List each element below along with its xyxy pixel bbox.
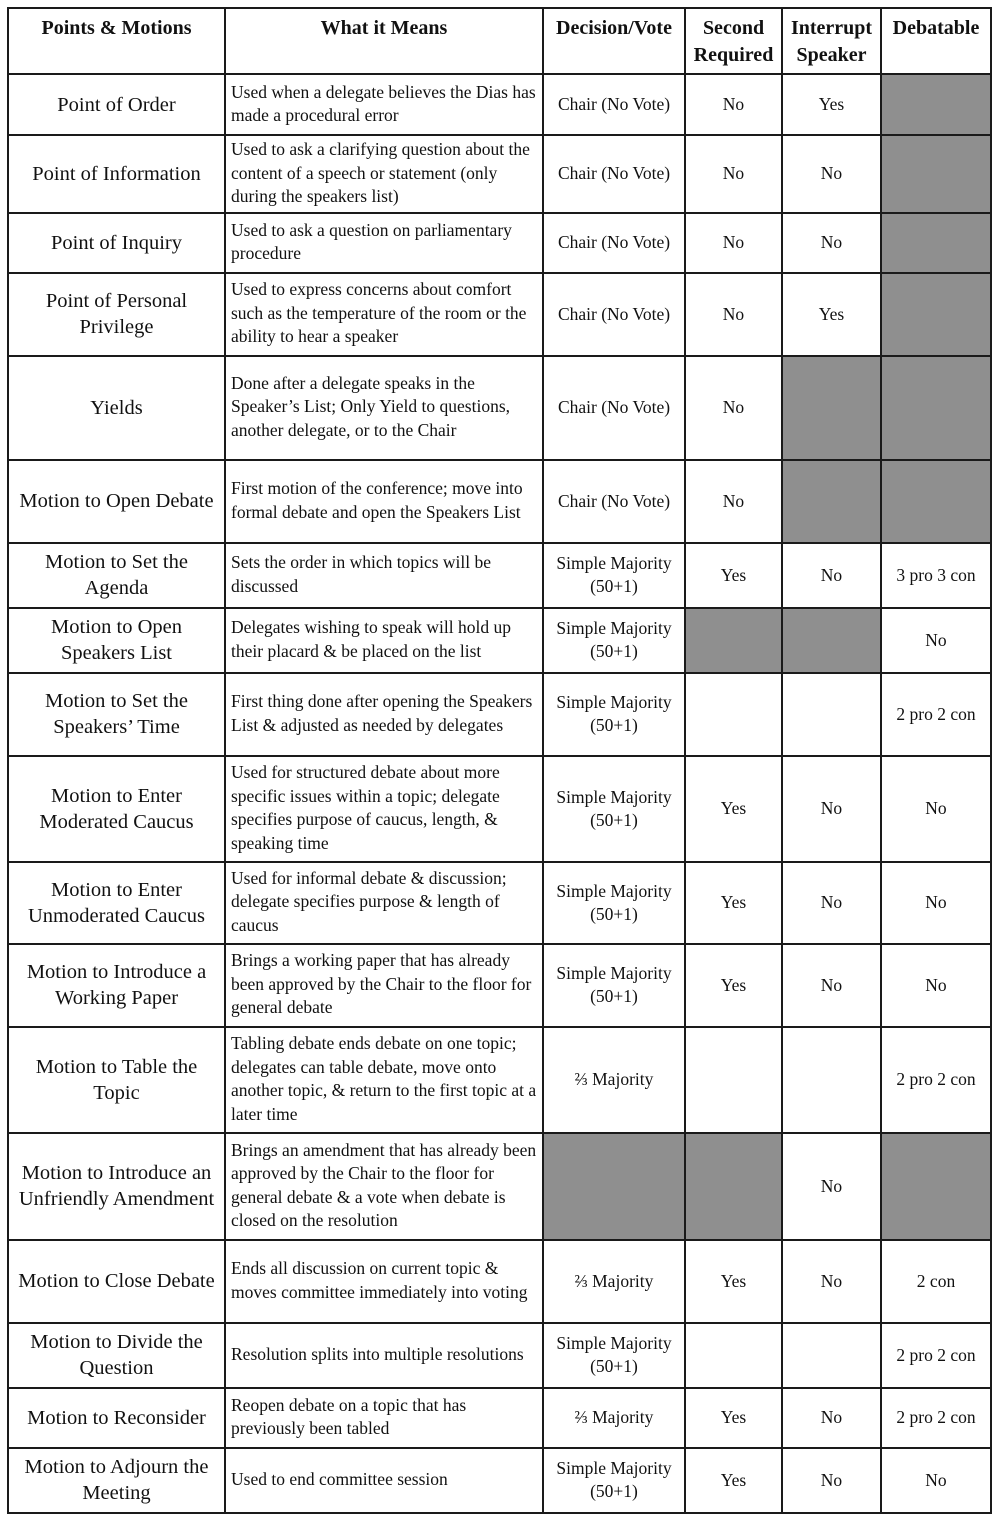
table-row <box>8 862 991 944</box>
motion-meaning: Brings a working paper that has already been approved by the Chair to the floor for general debate <box>225 944 543 1027</box>
motion-meaning: Delegates wishing to speak will hold up their placard & be placed on the list <box>225 608 543 673</box>
table-row <box>8 273 991 356</box>
motion-name: Motion to Table the Topic <box>8 1027 225 1133</box>
interrupt-speaker-cell <box>782 673 881 756</box>
motion-name: Motion to Introduce a Working Paper <box>8 944 225 1027</box>
motion-name: Yields <box>8 356 225 460</box>
decision-vote-cell: Simple Majority (50+1) <box>543 1448 685 1513</box>
table-row <box>8 74 991 135</box>
interrupt-speaker-cell: No <box>782 213 881 273</box>
second-required-cell: Yes <box>685 756 782 862</box>
motion-name: Point of Information <box>8 135 225 213</box>
second-required-cell <box>685 1027 782 1133</box>
decision-vote-cell: Chair (No Vote) <box>543 213 685 273</box>
shaded-cell <box>881 273 991 356</box>
motion-meaning: Used for structured debate about more specific issues within a topic; delegate specifies purpose of caucus, length, & speaking time <box>225 756 543 862</box>
motion-meaning: First motion of the conference; move into formal debate and open the Speakers List <box>225 460 543 543</box>
header-second-required: Second Required <box>685 8 782 74</box>
second-required-cell: No <box>685 273 782 356</box>
table-row <box>8 1133 991 1240</box>
interrupt-speaker-cell <box>782 1323 881 1388</box>
motion-meaning: Tabling debate ends debate on one topic; delegates can table debate, move onto another topic, & return to the first topic at a later time <box>225 1027 543 1133</box>
second-required-cell: Yes <box>685 862 782 944</box>
second-required-cell <box>685 1323 782 1388</box>
decision-vote-cell: Simple Majority (50+1) <box>543 862 685 944</box>
debatable-cell: 2 pro 2 con <box>881 1323 991 1388</box>
shaded-cell <box>543 1133 685 1240</box>
interrupt-speaker-cell: No <box>782 135 881 213</box>
motion-name: Motion to Set the Speakers’ Time <box>8 673 225 756</box>
interrupt-speaker-cell: Yes <box>782 273 881 356</box>
header-interrupt-speaker: Interrupt Speaker <box>782 8 881 74</box>
motion-name: Motion to Enter Unmoderated Caucus <box>8 862 225 944</box>
motion-meaning: Used to express concerns about comfort such as the temperature of the room or the ability to hear a speaker <box>225 273 543 356</box>
decision-vote-cell: Chair (No Vote) <box>543 460 685 543</box>
debatable-cell: No <box>881 608 991 673</box>
motion-name: Motion to Open Debate <box>8 460 225 543</box>
second-required-cell: Yes <box>685 1240 782 1323</box>
shaded-cell <box>782 608 881 673</box>
motion-meaning: Sets the order in which topics will be discussed <box>225 543 543 608</box>
second-required-cell: No <box>685 213 782 273</box>
table-row <box>8 1240 991 1323</box>
motion-name: Motion to Enter Moderated Caucus <box>8 756 225 862</box>
header-debatable: Debatable <box>881 8 991 74</box>
motion-meaning: Reopen debate on a topic that has previously been tabled <box>225 1388 543 1448</box>
decision-vote-cell: Simple Majority (50+1) <box>543 673 685 756</box>
table-row <box>8 944 991 1027</box>
debatable-cell: 3 pro 3 con <box>881 543 991 608</box>
header-row <box>8 8 991 74</box>
interrupt-speaker-cell: Yes <box>782 74 881 135</box>
debatable-cell: No <box>881 1448 991 1513</box>
shaded-cell <box>782 460 881 543</box>
table-body <box>8 74 991 1513</box>
second-required-cell <box>685 673 782 756</box>
table-row <box>8 460 991 543</box>
motion-name: Motion to Reconsider <box>8 1388 225 1448</box>
decision-vote-cell: Chair (No Vote) <box>543 356 685 460</box>
decision-vote-cell: ⅔ Majority <box>543 1240 685 1323</box>
table-row <box>8 673 991 756</box>
second-required-cell: No <box>685 135 782 213</box>
motion-name: Motion to Open Speakers List <box>8 608 225 673</box>
interrupt-speaker-cell: No <box>782 1133 881 1240</box>
shaded-cell <box>782 356 881 460</box>
motion-meaning: Brings an amendment that has already been approved by the Chair to the floor for general debate & a vote when debate is closed on the resolution <box>225 1133 543 1240</box>
decision-vote-cell: Simple Majority (50+1) <box>543 608 685 673</box>
table-row <box>8 213 991 273</box>
decision-vote-cell: Chair (No Vote) <box>543 74 685 135</box>
motion-meaning: First thing done after opening the Speakers List & adjusted as needed by delegates <box>225 673 543 756</box>
motion-name: Motion to Close Debate <box>8 1240 225 1323</box>
debatable-cell: No <box>881 756 991 862</box>
interrupt-speaker-cell: No <box>782 1448 881 1513</box>
decision-vote-cell: Simple Majority (50+1) <box>543 543 685 608</box>
decision-vote-cell: Simple Majority (50+1) <box>543 1323 685 1388</box>
table-row <box>8 1027 991 1133</box>
table-row <box>8 756 991 862</box>
motions-table <box>7 7 992 1514</box>
shaded-cell <box>685 608 782 673</box>
shaded-cell <box>881 460 991 543</box>
shaded-cell <box>881 1133 991 1240</box>
table-row <box>8 1448 991 1513</box>
motion-meaning: Used to end committee session <box>225 1448 543 1513</box>
motion-meaning: Ends all discussion on current topic & moves committee immediately into voting <box>225 1240 543 1323</box>
motion-name: Point of Personal Privilege <box>8 273 225 356</box>
second-required-cell: Yes <box>685 944 782 1027</box>
decision-vote-cell: ⅔ Majority <box>543 1027 685 1133</box>
motion-name: Motion to Adjourn the Meeting <box>8 1448 225 1513</box>
table-row <box>8 135 991 213</box>
motion-meaning: Done after a delegate speaks in the Speaker’s List; Only Yield to questions, another delegate, or to the Chair <box>225 356 543 460</box>
table-row <box>8 543 991 608</box>
interrupt-speaker-cell: No <box>782 862 881 944</box>
motion-meaning: Resolution splits into multiple resolutions <box>225 1323 543 1388</box>
second-required-cell: Yes <box>685 1448 782 1513</box>
header-what-it-means: What it Means <box>225 8 543 74</box>
header-points-motions: Points & Motions <box>8 8 225 74</box>
debatable-cell: 2 con <box>881 1240 991 1323</box>
decision-vote-cell: Chair (No Vote) <box>543 135 685 213</box>
decision-vote-cell: Chair (No Vote) <box>543 273 685 356</box>
motion-name: Point of Inquiry <box>8 213 225 273</box>
table-row <box>8 1388 991 1448</box>
decision-vote-cell: ⅔ Majority <box>543 1388 685 1448</box>
motion-meaning: Used for informal debate & discussion; delegate specifies purpose & length of caucus <box>225 862 543 944</box>
interrupt-speaker-cell <box>782 1027 881 1133</box>
motion-meaning: Used to ask a question on parliamentary procedure <box>225 213 543 273</box>
header-decision-vote: Decision/Vote <box>543 8 685 74</box>
decision-vote-cell: Simple Majority (50+1) <box>543 756 685 862</box>
debatable-cell: 2 pro 2 con <box>881 673 991 756</box>
decision-vote-cell: Simple Majority (50+1) <box>543 944 685 1027</box>
motion-name: Motion to Introduce an Unfriendly Amendment <box>8 1133 225 1240</box>
motion-name: Motion to Set the Agenda <box>8 543 225 608</box>
table-row <box>8 608 991 673</box>
shaded-cell <box>881 74 991 135</box>
interrupt-speaker-cell: No <box>782 944 881 1027</box>
shaded-cell <box>881 356 991 460</box>
interrupt-speaker-cell: No <box>782 543 881 608</box>
table-row <box>8 356 991 460</box>
interrupt-speaker-cell: No <box>782 1388 881 1448</box>
interrupt-speaker-cell: No <box>782 756 881 862</box>
second-required-cell: No <box>685 356 782 460</box>
debatable-cell: No <box>881 862 991 944</box>
motion-meaning: Used to ask a clarifying question about the content of a speech or statement (only during the speakers list) <box>225 135 543 213</box>
table-row <box>8 1323 991 1388</box>
second-required-cell: No <box>685 460 782 543</box>
debatable-cell: 2 pro 2 con <box>881 1388 991 1448</box>
debatable-cell: No <box>881 944 991 1027</box>
shaded-cell <box>881 213 991 273</box>
motion-meaning: Used when a delegate believes the Dias has made a procedural error <box>225 74 543 135</box>
motion-name: Point of Order <box>8 74 225 135</box>
second-required-cell: No <box>685 74 782 135</box>
second-required-cell: Yes <box>685 1388 782 1448</box>
shaded-cell <box>881 135 991 213</box>
debatable-cell: 2 pro 2 con <box>881 1027 991 1133</box>
motion-name: Motion to Divide the Question <box>8 1323 225 1388</box>
shaded-cell <box>685 1133 782 1240</box>
second-required-cell: Yes <box>685 543 782 608</box>
interrupt-speaker-cell: No <box>782 1240 881 1323</box>
